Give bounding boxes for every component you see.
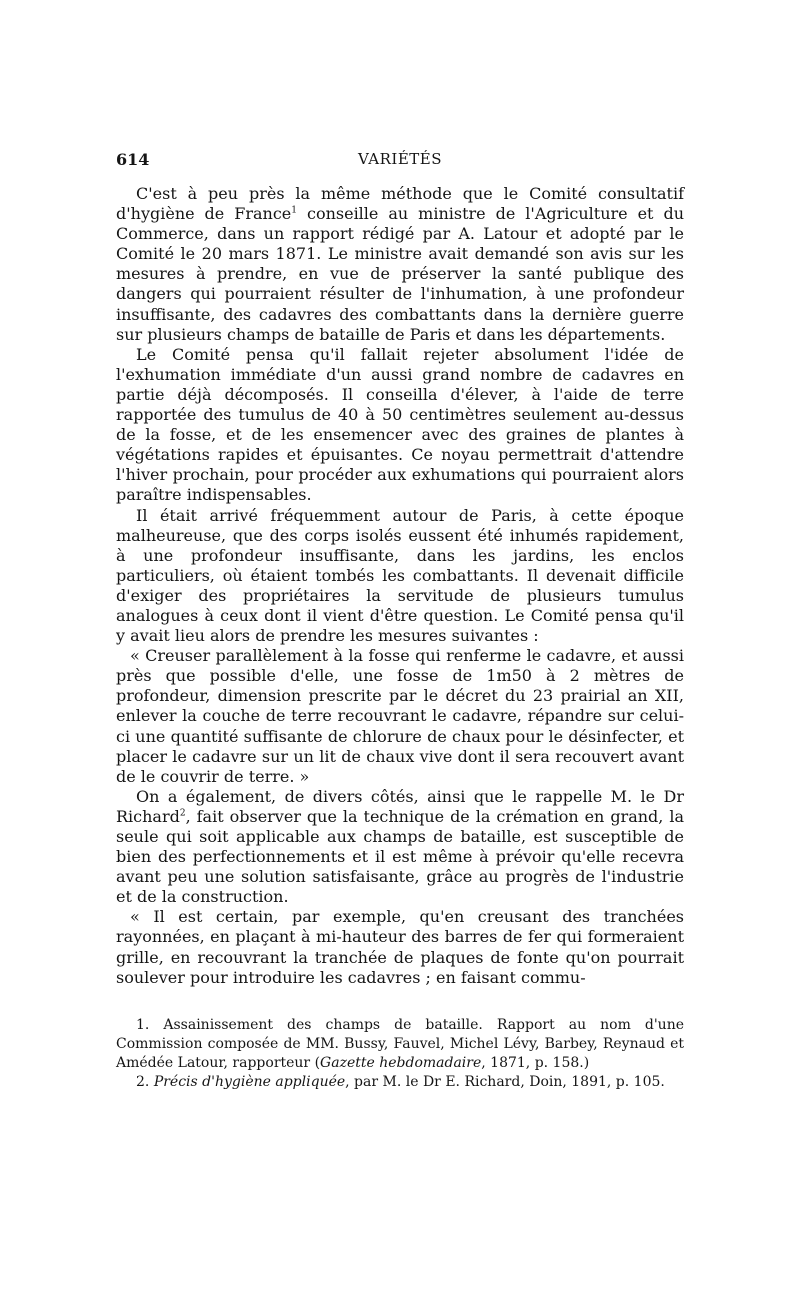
footnotes — [116, 1016, 684, 1092]
page-number: 614 — [116, 150, 150, 169]
footnote-1: 1. Assainissement des champs de bataille. Rapport au nom d'une Commission composée de MM. Bussy, Fauvel, Michel Lévy, Barbey, Reynaud et Amédée Latour, rapporteur (Gazette hebdomadaire, 1871, p. 158.) — [116, 1016, 684, 1071]
footnote-2: 2. Précis d'hygiène appliquée, par M. le Dr E. Richard, Doin, 1891, p. 105. — [136, 1073, 665, 1090]
paragraph-1: C'est à peu près la même méthode que le Comité consultatif d'hygiène de France$^1$ conseille au ministre de l'Agriculture et du Commerce, dans un rapport rédigé par A. Latour et adopté par le Comité le 20 mars 1871. Le ministre avait demandé son avis sur les mesures à prendre, en vue de préserver la santé publique des dangers qui pourraient résulter de l'inhumation, à une profondeur insuffisante, des cadavres des combattants dans la dernière guerre sur plusieurs champs de bataille de Paris et dans les départements. — [116, 184, 685, 344]
paragraph-5: On a également, de divers côtés, ainsi que le rappelle M. le Dr Richard$^2$, fait observer que la technique de la crémation en grand, la seule qui soit applicable aux champs de bataille, est susceptible de bien des perfectionnements et il est même à prévoir qu'elle recevra avant peu une solution satisfaisante, grâce au progrès de l'industrie et de la construction. — [116, 786, 684, 907]
page-header — [116, 148, 684, 178]
footnote-ref-1: 1 — [291, 205, 298, 216]
body-text — [116, 184, 684, 988]
document-page — [116, 148, 684, 1092]
footnote-ref-2: 2 — [179, 808, 186, 819]
paragraph-2: Le Comité pensa qu'il fallait rejeter absolument l'idée de l'exhumation immédiate d'un aussi grand nombre de cadavres en partie déjà décomposés. Il conseilla d'élever, à l'aide de terre rapportée des tumulus de 40 à 50 centimètres seulement au-dessus de la fosse, et de les ensemencer avec des graines de plantes à végétations rapides et épuisantes. Ce noyau permettrait d'attendre l'hiver prochain, pour procéder aux exhumations qui pourraient alors paraître indispensables. — [116, 344, 684, 505]
running-head: VARIÉTÉS — [357, 150, 443, 168]
quote-paragraph-2: « Il est certain, par exemple, qu'en creusant des tranchées rayonnées, en plaçant à mi-hauteur des barres de fer qui formeraient grille, en recouvrant la tranchée de plaques de fonte qu'on pourrait soulever pour introduire les cadavres ; en faisant commu- — [116, 907, 684, 987]
quote-paragraph-1: « Creuser parallèlement à la fosse qui renferme le cadavre, et aussi près que possible d'elle, une fosse de 1m50 à 2 mètres de profondeur, dimension prescrite par le décret du 23 prairial an XII, enlever la couche de terre recouvrant le cadavre, répandre sur celui-ci une quantité suffisante de chlorure de chaux pour le désinfecter, et placer le cadavre sur un lit de chaux vive dont il sera recouvert avant de le couvrir de terre. » — [116, 646, 684, 786]
paragraph-3: Il était arrivé fréquemment autour de Paris, à cette époque malheureuse, que des corps isolés eussent été inhumés rapidement, à une profondeur insuffisante, dans les jardins, les enclos particuliers, où étaient tombés les combattants. Il devenait difficile d'exiger des propriétaires la servitude de plusieurs tumulus analogues à ceux dont il vient d'être question. Le Comité pensa qu'il y avait lieu alors de prendre les mesures suivantes : — [116, 505, 684, 646]
